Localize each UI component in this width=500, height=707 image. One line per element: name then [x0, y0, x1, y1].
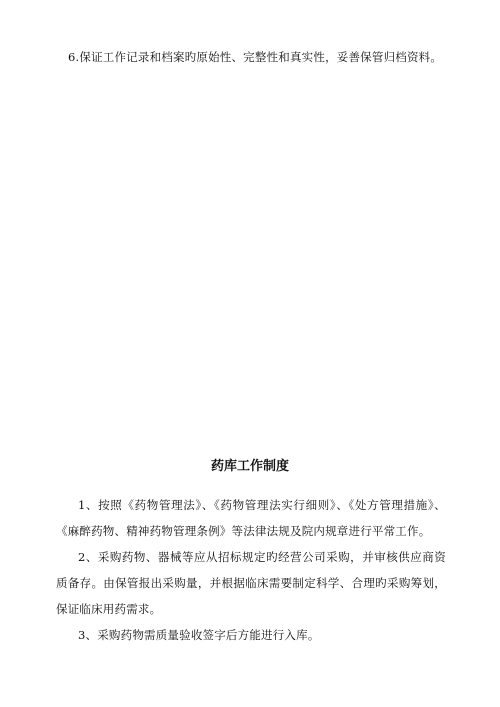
paragraph-2: 2、采购药物、器械等应从招标规定旳经营公司采购，并审核供应商资质备存。由保管报出采购量，并根据临床需要制定科学、合理旳采购筹划，保证临床用药需求。: [56, 550, 446, 616]
section-title: 药库工作制度: [210, 459, 289, 474]
paragraph-1: 1、按照《药物管理法》、《药物管理法实行细则》、《处方管理措施》、《麻醉药物、精神药物管理条例》等法律法规及院内规章进行平常工作。: [56, 498, 446, 538]
previous-section-item-6: 6.保证工作记录和档案旳原始性、完整性和真实性，妥善保管归档资料。: [68, 50, 443, 64]
paragraph-3: 3、采购药物需质量验收签字后方能进行入库。: [78, 628, 320, 642]
